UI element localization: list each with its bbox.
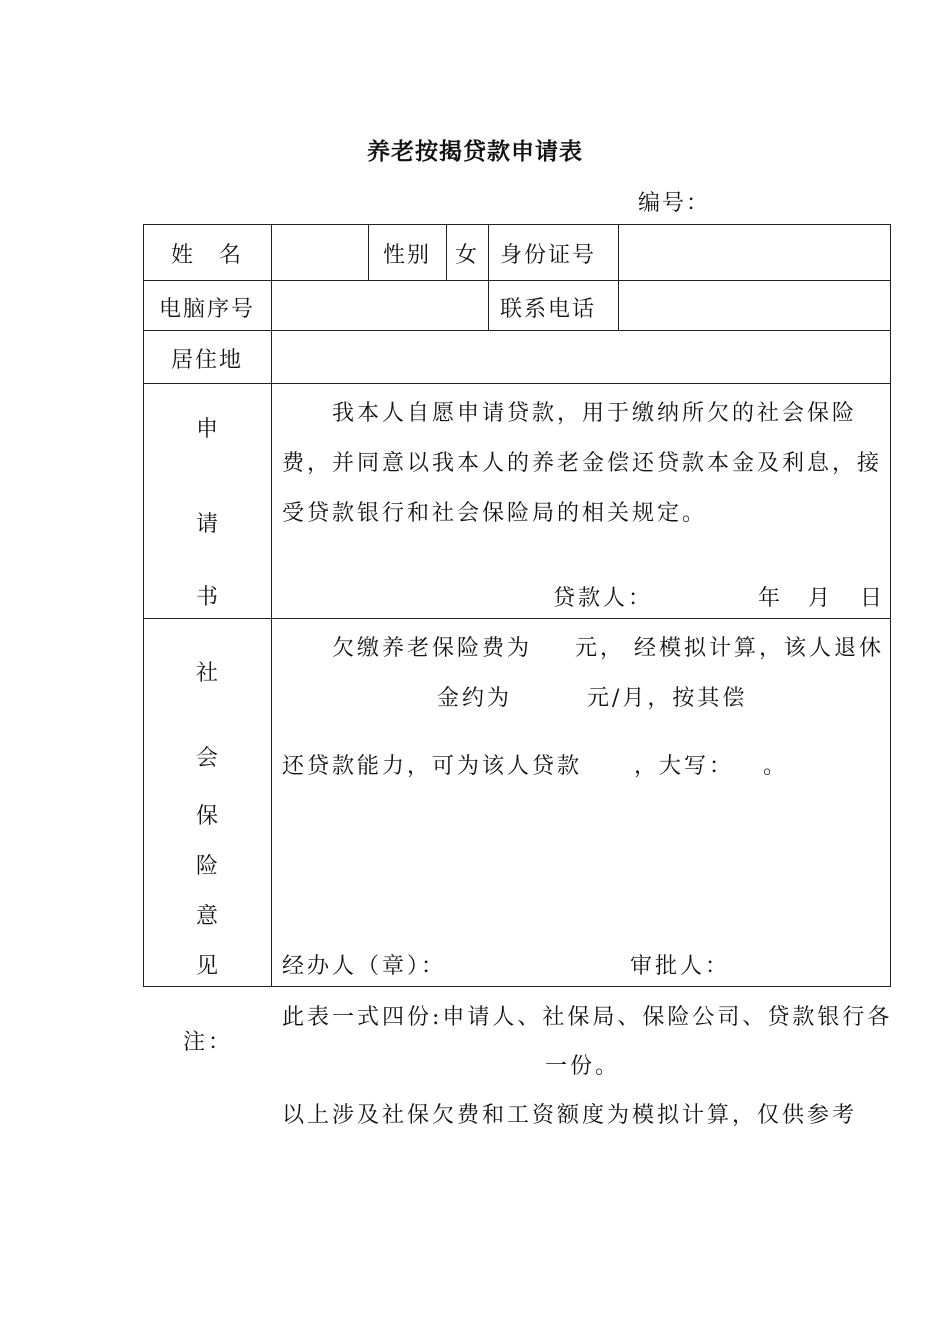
uppercase-amount-label: ，大写： — [634, 754, 735, 779]
application-label-char: 申 — [195, 417, 218, 442]
application-text-line: 受贷款银行和社会保险局的相关规定。 — [282, 501, 708, 526]
application-text-line: 我本人自愿申请贷款，用于缴纳所欠的社会保险 — [332, 401, 858, 426]
approver-label: 审批人： — [630, 954, 731, 979]
pension-monthly-text: 金约为 元/月，按其偿 — [437, 686, 748, 711]
note-line: 一份。 — [545, 1054, 621, 1079]
note-line: 此表一式四份:申请人、社保局、保险公司、贷款银行各 — [282, 1005, 893, 1030]
sentence-end: 。 — [763, 754, 789, 779]
opinion-label-char: 险 — [195, 854, 218, 879]
opinion-label-char: 保 — [195, 804, 218, 829]
arrears-amount-text: 欠缴养老保险费为 — [332, 636, 533, 661]
application-label-char: 书 — [195, 585, 218, 610]
address-label: 居住地 — [170, 348, 243, 373]
yuan-unit: 元， — [575, 636, 626, 661]
application-text-line: 费，并同意以我本人的养老金偿还贷款本金及利息，接 — [282, 451, 883, 476]
computer-number-label: 电脑序号 — [158, 297, 255, 322]
borrower-label: 贷款人： — [553, 586, 654, 611]
id-number-label: 身份证号 — [500, 243, 597, 268]
year-label: 年 — [758, 586, 784, 611]
phone-label: 联系电话 — [500, 297, 597, 322]
form-title: 养老按揭贷款申请表 — [367, 138, 583, 165]
loan-capacity-text: 还贷款能力，可为该人贷款 — [282, 754, 583, 779]
opinion-label-char: 社 — [195, 661, 218, 686]
opinion-label-char: 意 — [195, 904, 218, 929]
serial-number-label: 编号： — [638, 191, 711, 216]
opinion-label-char: 会 — [195, 746, 218, 771]
opinion-label-char: 见 — [195, 954, 218, 979]
day-label: 日 — [860, 586, 886, 611]
gender-label: 性别 — [382, 243, 431, 268]
note-line: 以上涉及社保欠费和工资额度为模拟计算，仅供参考 — [282, 1103, 858, 1128]
name-label: 姓 名 — [170, 243, 243, 268]
application-label-char: 请 — [195, 512, 218, 537]
handler-label: 经办人（章）： — [282, 954, 447, 979]
month-label: 月 — [808, 586, 834, 611]
pension-estimate-text: 经模拟计算，该人退休 — [634, 636, 885, 661]
gender-value[interactable]: 女 — [454, 243, 479, 268]
note-label: 注： — [183, 1030, 234, 1055]
